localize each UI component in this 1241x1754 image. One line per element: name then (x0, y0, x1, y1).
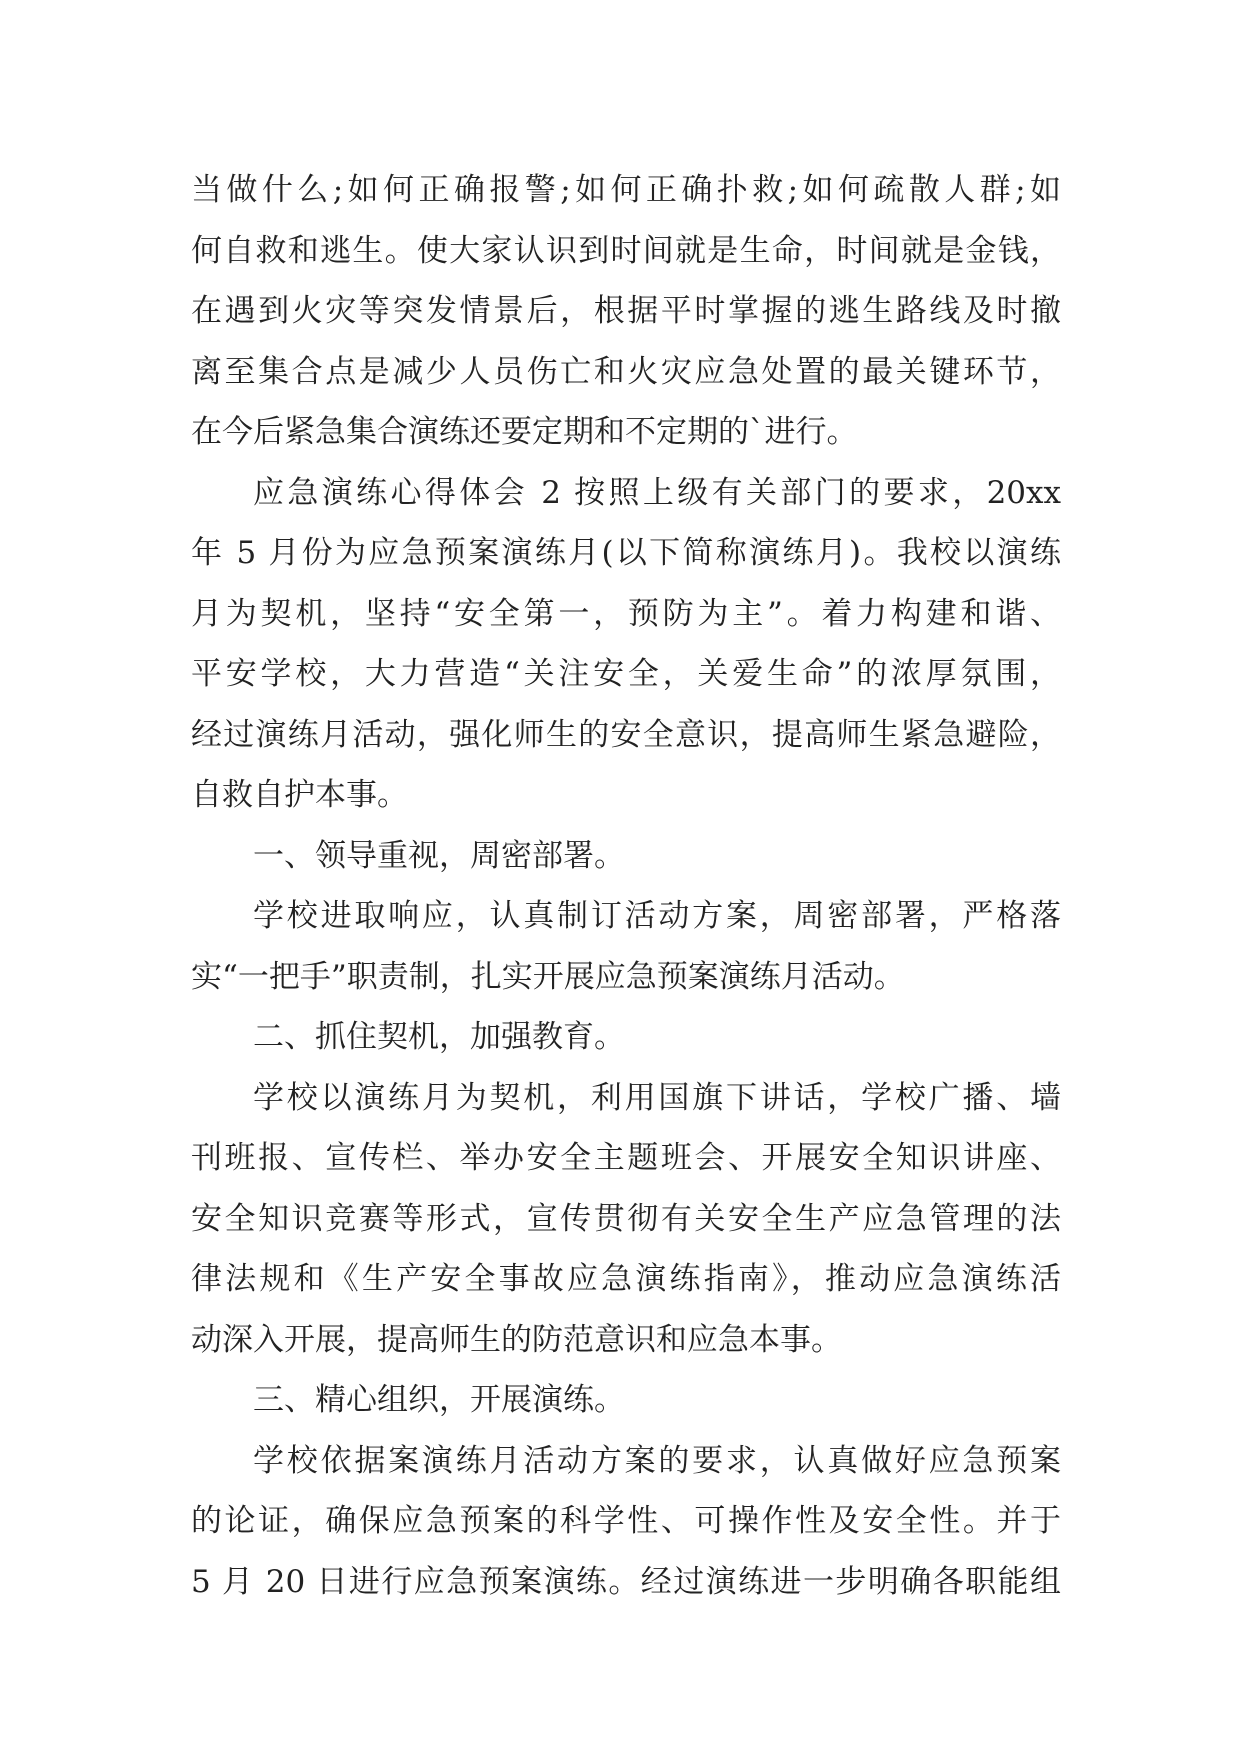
text-line: 何自救和逃生。使大家认识到时间就是生命，时间就是金钱， (191, 232, 1061, 269)
text-line: 学校以演练月为契机，利用国旗下讲话，学校广播、墙 (253, 1079, 1061, 1116)
text-line: 的论证，确保应急预案的科学性、可操作性及安全性。并于 (191, 1503, 1061, 1539)
section-heading: 二、抓住契机，加强教育。 (253, 1019, 625, 1055)
text-line: 经过演练月活动，强化师生的安全意识，提高师生紧急避险， (191, 716, 1061, 753)
text-line: 5 月 20 日进行应急预案演练。经过演练进一步明确各职能组 (191, 1563, 1061, 1600)
text-line: 在今后紧急集合演练还要定期和不定期的`进行。 (191, 414, 858, 450)
text-line: 自救自护本事。 (191, 777, 408, 813)
text-line: 平安学校，大力营造“关注安全，关爱生命”的浓厚氛围， (191, 656, 1061, 692)
text-line: 学校进取响应，认真制订活动方案，周密部署，严格落 (253, 898, 1061, 934)
text-line: 学校依据案演练月活动方案的要求，认真做好应急预案 (253, 1442, 1061, 1479)
text-line: 实“一把手”职责制，扎实开展应急预案演练月活动。 (191, 958, 905, 995)
section-heading: 一、领导重视，周密部署。 (253, 837, 625, 874)
section-heading: 三、精心组织，开展演练。 (253, 1382, 625, 1418)
text-line: 年 5 月份为应急预案演练月(以下简称演练月)。我校以演练 (191, 535, 1061, 571)
body-text (191, 160, 1061, 1612)
text-line: 安全知识竞赛等形式，宣传贯彻有关安全生产应急管理的法 (191, 1200, 1061, 1237)
text-line: 月为契机，坚持“安全第一，预防为主”。着力构建和谐、 (191, 595, 1061, 632)
text-line: 刊班报、宣传栏、举办安全主题班会、开展安全知识讲座、 (191, 1140, 1061, 1176)
text-line: 离至集合点是减少人员伤亡和火灾应急处置的最关键环节， (191, 353, 1061, 390)
text-line: 当做什么;如何正确报警;如何正确扑救;如何疏散人群;如 (191, 172, 1061, 208)
text-line: 动深入开展，提高师生的防范意识和应急本事。 (191, 1321, 842, 1358)
text-line: 律法规和《生产安全事故应急演练指南》，推动应急演练活 (191, 1261, 1061, 1297)
text-line: 应急演练心得体会 2 按照上级有关部门的要求，20xx (253, 474, 1061, 511)
text-line: 在遇到火灾等突发情景后，根据平时掌握的逃生路线及时撤 (191, 293, 1061, 329)
